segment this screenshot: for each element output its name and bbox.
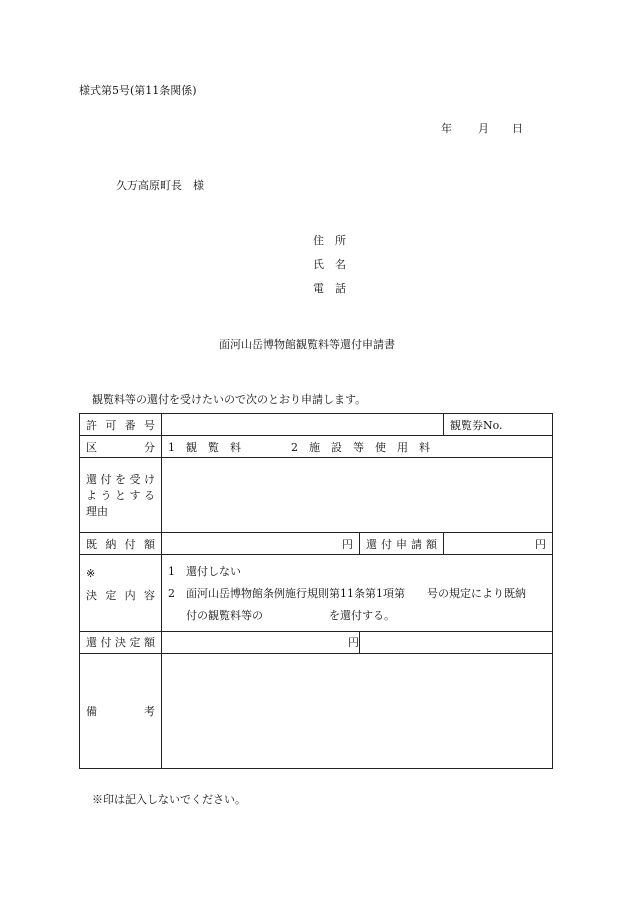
decision-content xyxy=(162,555,553,631)
permit-number-row xyxy=(80,414,553,436)
ticket-number-label: 観覧券No. xyxy=(444,414,553,436)
refund-request-label: 還 付 申 請 額 xyxy=(366,537,437,551)
decision-row xyxy=(80,555,553,631)
intro-text: 観覧料等の還付を受けたいので次のとおり申請します。 xyxy=(92,393,367,406)
category-row xyxy=(80,436,553,458)
remarks-field[interactable] xyxy=(162,653,553,768)
decision-label: ※ 決 定 内 容 xyxy=(80,555,162,631)
application-table xyxy=(79,413,553,769)
decision-mark: ※ xyxy=(86,567,96,581)
paid-amount-row xyxy=(80,533,553,555)
refund-decided-field[interactable] xyxy=(162,631,360,653)
decision-refund-line1: 2 面河山岳博物館条例施行規則第11条第1項第 号の規定により既納 xyxy=(168,587,526,601)
document-title: 面河山岳博物館観覧料等還付申請書 xyxy=(219,338,395,351)
addressee: 久万高原町長 様 xyxy=(116,179,204,192)
reason-row xyxy=(80,458,553,533)
paid-amount-yen: 円 xyxy=(342,537,353,551)
refund-decided-blank xyxy=(360,631,553,653)
category-option-facility[interactable]: 2 施 設 等 使 用 料 xyxy=(291,440,430,454)
form-number: 様式第5号(第11条関係) xyxy=(79,84,197,97)
date-month: 月 xyxy=(478,122,489,135)
reason-label: 還 付 を 受 け よ う と す る 理由 xyxy=(80,458,162,533)
refund-decided-label: 還 付 決 定 額 xyxy=(86,636,155,650)
refund-decided-yen: 円 xyxy=(348,636,359,650)
category-label: 区 分 xyxy=(86,440,155,454)
applicant-name-label: 氏 名 xyxy=(313,258,346,271)
date-year: 年 xyxy=(441,122,452,135)
reason-field[interactable] xyxy=(162,458,553,533)
refund-request-field[interactable] xyxy=(444,533,553,555)
permit-number-field[interactable] xyxy=(162,414,444,436)
date-day: 日 xyxy=(512,122,523,135)
permit-number-label: 許 可 番 号 xyxy=(86,418,155,432)
applicant-phone-label: 電 話 xyxy=(313,282,346,295)
refund-decided-row xyxy=(80,631,553,653)
refund-request-yen: 円 xyxy=(535,537,546,551)
paid-amount-label: 既 納 付 額 xyxy=(86,537,155,551)
remarks-label: 備 考 xyxy=(86,704,155,718)
category-option-admission[interactable]: 1 観 覧 料 xyxy=(168,440,241,454)
decision-no-refund: 1 還付しない xyxy=(168,565,241,579)
remarks-row xyxy=(80,653,553,768)
category-options xyxy=(162,436,553,458)
footnote: ※印は記入しないでください。 xyxy=(92,793,246,806)
applicant-address-label: 住 所 xyxy=(313,234,346,247)
decision-refund-line2: 付の観覧料等の を還付する。 xyxy=(186,609,395,623)
paid-amount-field[interactable] xyxy=(162,533,360,555)
